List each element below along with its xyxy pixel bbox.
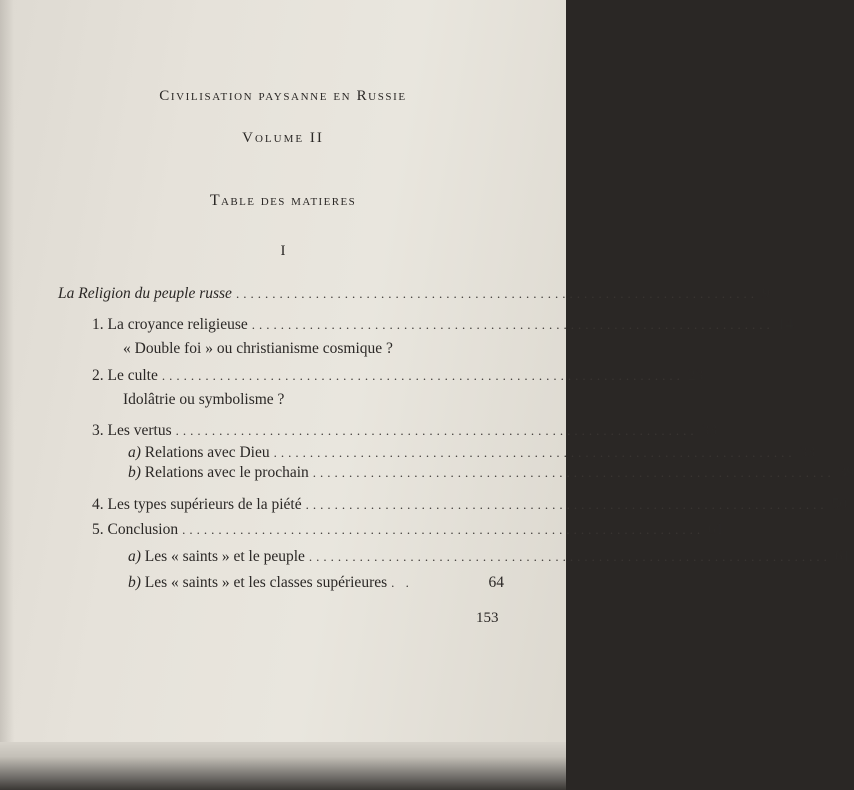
section-title: La Religion du peuple russe	[58, 285, 232, 302]
subentry-title: Les « saints » et le peuple	[144, 548, 305, 565]
toc-subentry-label	[128, 574, 387, 592]
toc-entry-label	[92, 367, 158, 385]
subentry-letter: b)	[128, 574, 141, 591]
subentry-page: 39	[838, 464, 854, 481]
toc-section-entry	[58, 285, 770, 303]
toc-subentry	[128, 548, 851, 566]
volume-title: Volume II	[242, 130, 324, 146]
subentry-title: Relations avec le prochain	[144, 464, 309, 481]
entry-number: 2.	[92, 367, 104, 384]
entry-title: Les vertus	[107, 422, 172, 439]
subentry-page: 33	[799, 444, 816, 461]
subentry-page: 64	[488, 574, 504, 591]
dot-leader: ........................................................................	[305, 497, 828, 512]
entry-number: 1.	[92, 316, 104, 333]
dot-leader: ........................................................................	[175, 423, 698, 438]
entry-page: 50	[831, 496, 848, 513]
subentry-letter: b)	[128, 464, 141, 481]
subentry-title: Les « saints » et les classes supérieures	[144, 574, 388, 591]
page-edge-shadow	[0, 0, 14, 790]
entry-page: 23	[687, 367, 704, 384]
entry-subtitle: « Double foi » ou christianisme cosmique ?	[123, 340, 393, 357]
toc-subentry	[128, 464, 854, 482]
dot-leader: ........................................................................	[161, 368, 684, 383]
page-number: 153	[476, 610, 499, 626]
dot-leader: ........................................................................	[235, 286, 758, 301]
entry-title: Les types supérieurs de la piété	[107, 496, 302, 513]
toc-entry	[92, 367, 704, 385]
toc-subentry-label	[128, 548, 305, 566]
dot-leader: ........................................................................	[308, 549, 831, 564]
dot-leader: ........................................................................	[182, 522, 705, 537]
toc-entry-label	[92, 316, 248, 334]
entry-page: 33	[701, 422, 718, 439]
entry-title: Conclusion	[107, 521, 179, 538]
toc-entry-label	[92, 496, 302, 514]
toc-entry-label	[92, 422, 172, 440]
subentry-title: Relations avec Dieu	[144, 444, 270, 461]
entry-subtitle: Idolâtrie ou symbolisme ?	[123, 391, 285, 408]
page-bottom-shadow	[0, 742, 566, 790]
section-page: 9	[761, 285, 770, 302]
toc-subentry	[128, 574, 504, 592]
dot-leader: ........................................................................	[273, 445, 796, 460]
subentry-page: 61	[834, 548, 851, 565]
entry-number: 4.	[92, 496, 104, 513]
toc-entry	[92, 316, 794, 334]
toc-entry	[92, 521, 724, 539]
toc-entry-label	[92, 521, 178, 539]
toc-heading: Table des matieres	[209, 192, 357, 209]
part-numeral: I	[280, 243, 286, 259]
dot-leader: . .	[391, 575, 413, 590]
toc-subentry	[128, 444, 816, 462]
subentry-letter: a)	[128, 548, 141, 565]
entry-title: La croyance religieuse	[107, 316, 248, 333]
series-title: Civilisation paysanne en Russie	[159, 88, 407, 104]
subentry-letter: a)	[128, 444, 141, 461]
entry-page: 14	[777, 316, 794, 333]
dot-leader: ........................................................................	[312, 465, 835, 480]
toc-entry	[92, 422, 718, 440]
toc-subentry-label	[128, 464, 309, 482]
toc-subentry-label	[128, 444, 270, 462]
entry-number: 5.	[92, 521, 104, 538]
entry-title: Le culte	[107, 367, 158, 384]
entry-number: 3.	[92, 422, 104, 439]
toc-entry	[92, 496, 848, 514]
entry-page: 61	[708, 521, 724, 538]
dot-leader: ........................................................................	[251, 317, 774, 332]
